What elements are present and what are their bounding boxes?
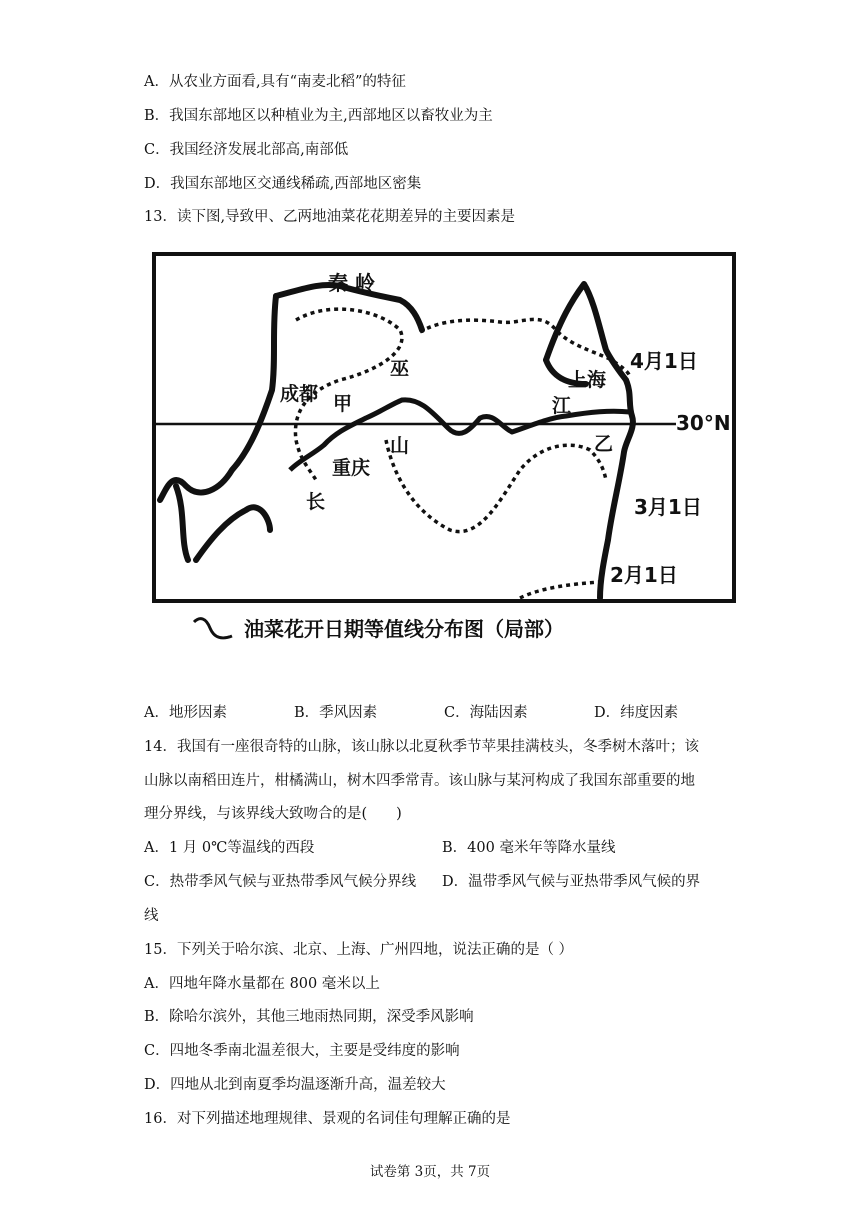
q14-option-b: B．400 毫米年等降水量线 xyxy=(442,840,616,856)
q13-stem: 13．读下图,导致甲、乙两地油菜花花期差异的主要因素是 xyxy=(144,209,516,225)
label-apr1: 4月1日 xyxy=(630,349,698,373)
q15-stem: 15．下列关于哈尔滨、北京、上海、广州四地，说法正确的是（ ） xyxy=(144,942,574,958)
label-shanghai: 上海 xyxy=(568,369,607,391)
q12-option-d: D．我国东部地区交通线稀疏,西部地区密集 xyxy=(144,176,422,192)
q15-option-c: C．四地冬季南北温差很大，主要是受纬度的影响 xyxy=(144,1043,460,1059)
label-jiang: 江 xyxy=(552,395,572,417)
q14-option-d: D．温带季风气候与亚热带季风气候的界 xyxy=(442,874,701,890)
label-shan: 山 xyxy=(390,435,410,457)
label-feb1: 2月1日 xyxy=(610,563,678,587)
map-caption: 油菜花开日期等值线分布图（局部） xyxy=(244,617,564,641)
q12-option-a: A．从农业方面看,具有“南麦北稻”的特征 xyxy=(144,74,406,90)
label-chongqing: 重庆 xyxy=(332,457,371,479)
label-chengdu: 成都 xyxy=(280,383,319,405)
label-chang: 长 xyxy=(306,491,326,513)
label-qinling: 秦 岭 xyxy=(328,271,375,295)
q13-option-d: D．纬度因素 xyxy=(594,705,679,721)
q14-option-a: A．1 月 0℃等温线的西段 xyxy=(144,840,315,856)
label-30n: 30°N xyxy=(676,411,731,435)
q15-option-b: B．除哈尔滨外，其他三地雨热同期，深受季风影响 xyxy=(144,1009,474,1025)
label-yi: 乙 xyxy=(594,433,614,455)
label-mar1: 3月1日 xyxy=(634,495,702,519)
q14-option-c: C．热带季风气候与亚热带季风气候分界线 xyxy=(144,874,417,890)
page-footer: 试卷第 3页，共 7页 xyxy=(369,1164,491,1180)
q15-option-d: D．四地从北到南夏季均温逐渐升高，温差较大 xyxy=(144,1077,446,1093)
q13-option-b: B．季风因素 xyxy=(294,705,378,721)
legend-isoline-symbol xyxy=(194,619,232,638)
q13-option-c: C．海陆因素 xyxy=(444,705,528,721)
q15-option-a: A．四地年降水量都在 800 毫米以上 xyxy=(144,976,380,992)
q16-stem: 16．对下列描述地理规律、景观的名词佳句理解正确的是 xyxy=(144,1111,511,1127)
q14-stem-line-1: 14．我国有一座很奇特的山脉，该山脉以北夏秋季节苹果挂满枝头，冬季树木落叶；该 xyxy=(144,739,699,755)
q12-option-b: B．我国东部地区以种植业为主,西部地区以畜牧业为主 xyxy=(144,108,493,124)
q12-option-c: C．我国经济发展北部高,南部低 xyxy=(144,142,349,158)
label-wu: 巫 xyxy=(390,358,410,380)
q13-option-a: A．地形因素 xyxy=(144,705,227,721)
q14-option-d-continued: 线 xyxy=(144,908,159,924)
q14-stem-line-3: 理分界线，与该界线大致吻合的是( ) xyxy=(144,806,402,822)
q14-stem-line-2: 山脉以南稻田连片，柑橘满山，树木四季常青。该山脉与某河构成了我国东部重要的地 xyxy=(144,773,695,789)
label-jia: 甲 xyxy=(333,393,353,415)
